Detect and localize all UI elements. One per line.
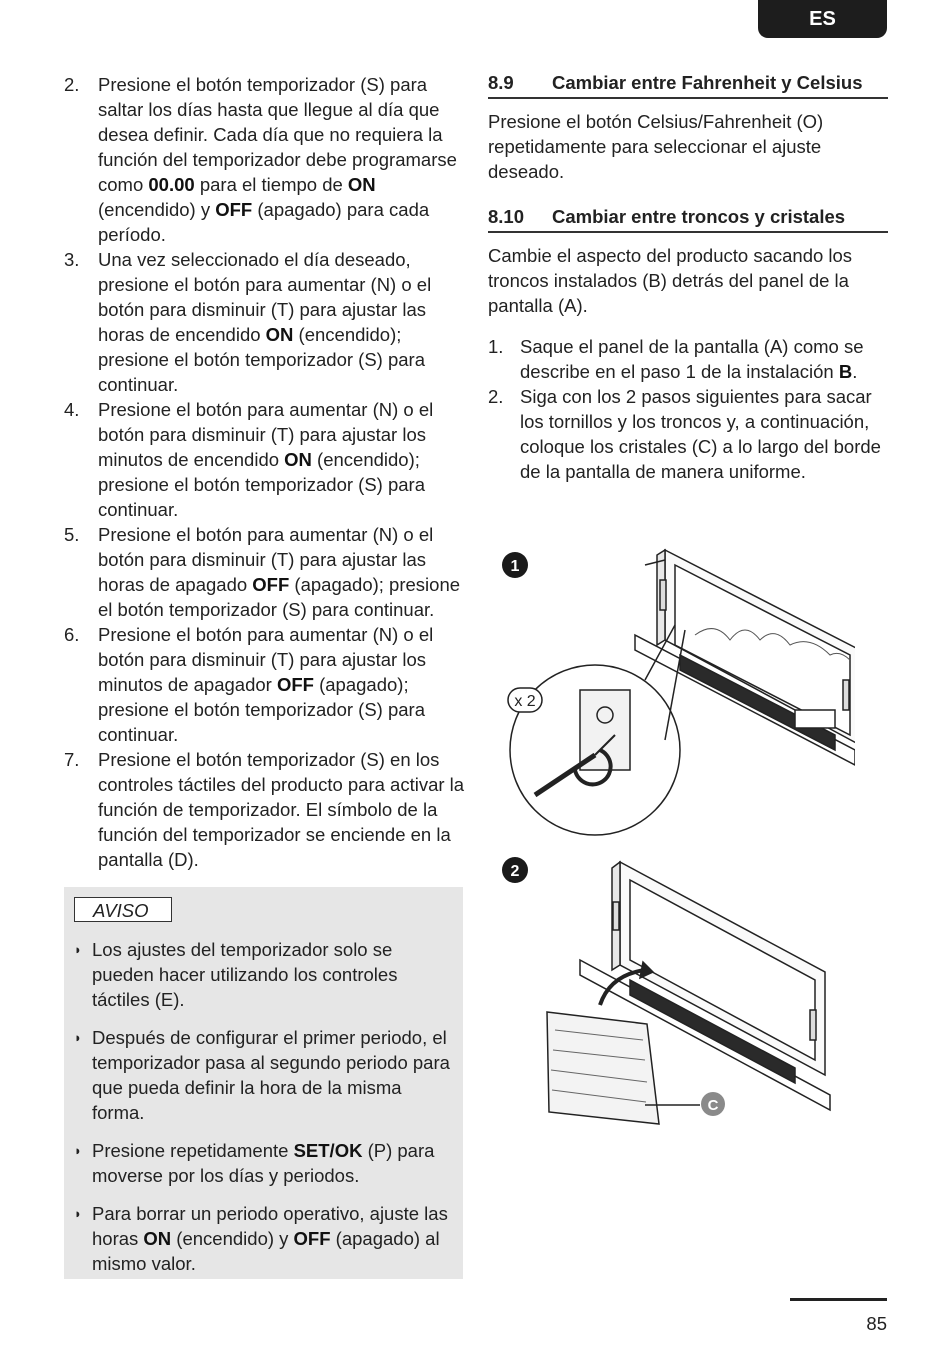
step-text: Presione el botón para aumentar (N) o el botón para disminuir (T) para ajustar los minutos de encendido ON (encendido); presione el botón temporizador (S) para continuar. [98, 399, 434, 520]
bullet-icon: ◗ [74, 942, 82, 957]
language-tab: ES [758, 0, 887, 38]
list-item [488, 334, 888, 384]
step-text: Presione el botón para aumentar (N) o el botón para disminuir (T) para ajustar los minutos de apagador OFF (apagado); presione el botón temporizador (S) para continuar. [98, 624, 434, 745]
section-body: Cambie el aspecto del producto sacando los troncos instalados (B) detrás del panel de la pantalla (A). [488, 245, 853, 316]
notice-label: AVISO [74, 897, 172, 922]
step-number: 3. [64, 249, 80, 270]
fireplace-illustration-2 [547, 862, 830, 1124]
svg-text:2: 2 [510, 863, 520, 880]
logs-steps-list [488, 334, 888, 484]
section-heading-8-9 [488, 72, 888, 99]
notice-bullets [74, 937, 454, 1289]
step-number: 7. [64, 749, 80, 770]
list-item [74, 1138, 454, 1188]
notice-box [64, 887, 463, 1279]
right-column [488, 72, 888, 484]
bullet-text: Los ajustes del temporizador solo se pueden hacer utilizando los controles táctiles (E). [92, 939, 398, 1010]
step-number: 5. [64, 524, 80, 545]
installation-figure [495, 540, 855, 1150]
bullet-text: Presione repetidamente SET/OK (P) para moverse por los días y periodos. [92, 1140, 435, 1186]
step-number: 2. [64, 74, 80, 95]
section-heading-8-10 [488, 206, 888, 233]
step-text: Saque el panel de la pantalla (A) como se describe en el paso 1 de la instalación B. [520, 336, 864, 382]
step-number: 4. [64, 399, 80, 420]
list-item [488, 384, 888, 484]
list-item [62, 522, 467, 622]
step-1-badge [502, 552, 528, 578]
c-label [701, 1092, 725, 1116]
bullet-text: Para borrar un periodo operativo, ajuste las horas ON (encendido) y OFF (apagado) al mismo valor. [92, 1203, 448, 1274]
step-text: Una vez seleccionado el día deseado, presione el botón para aumentar (N) o el botón para disminuir (T) para ajustar las horas de encendido ON (encendido); presione el botón temporizador (S) para continuar. [98, 249, 432, 395]
bullet-text: Después de configurar el primer periodo, el temporizador pasa al segundo periodo para que pueda definir la hora de la misma forma. [92, 1027, 450, 1123]
list-item [62, 397, 467, 522]
x2-label [508, 688, 542, 712]
svg-text:x 2: x 2 [514, 693, 536, 710]
svg-text:C: C [707, 1097, 719, 1114]
timer-steps-list [62, 72, 467, 872]
step-text: Presione el botón temporizador (S) en los controles táctiles del producto para activar la función de temporizador. El símbolo de la función del temporizador se enciende en la pantalla (D). [98, 749, 465, 870]
page-number: 85 [866, 1313, 887, 1334]
list-item [74, 1025, 454, 1125]
section-number: 8.9 [488, 72, 514, 93]
step-number: 6. [64, 624, 80, 645]
bullet-icon: ◗ [74, 1030, 82, 1045]
list-item [62, 247, 467, 397]
list-item [62, 747, 467, 872]
step-text: Siga con los 2 pasos siguientes para sacar los tornillos y los troncos y, a continuación, coloque los cristales (C) a lo largo del borde de la pantalla de manera uniforme. [520, 386, 881, 482]
step-number: 2. [488, 386, 504, 407]
bullet-icon: ◗ [74, 1143, 82, 1158]
list-item [74, 1201, 454, 1276]
step-number: 1. [488, 336, 504, 357]
section-title: Cambiar entre Fahrenheit y Celsius [552, 72, 863, 93]
footer-rule [790, 1298, 887, 1301]
svg-text:1: 1 [510, 558, 520, 575]
section-number: 8.10 [488, 206, 525, 227]
step-text: Presione el botón temporizador (S) para saltar los días hasta que llegue al día que desea definir. Cada día que no requiera la función del temporizador debe programarse como 00.00 para el tiempo de ON (encendido) y OFF (apagado) para cada período. [98, 74, 457, 245]
step-text: Presione el botón para aumentar (N) o el botón para disminuir (T) para ajustar las horas de apagado OFF (apagado); presione el botón temporizador (S) para continuar. [98, 524, 461, 620]
section-body: Presione el botón Celsius/Fahrenheit (O) repetidamente para seleccionar el ajuste deseado. [488, 111, 824, 182]
list-item [62, 72, 467, 247]
bullet-icon: ◗ [74, 1206, 82, 1221]
section-title: Cambiar entre troncos y cristales [552, 206, 846, 227]
list-item [62, 622, 467, 747]
left-column [62, 72, 467, 872]
step-2-badge [502, 857, 528, 883]
list-item [74, 937, 454, 1012]
